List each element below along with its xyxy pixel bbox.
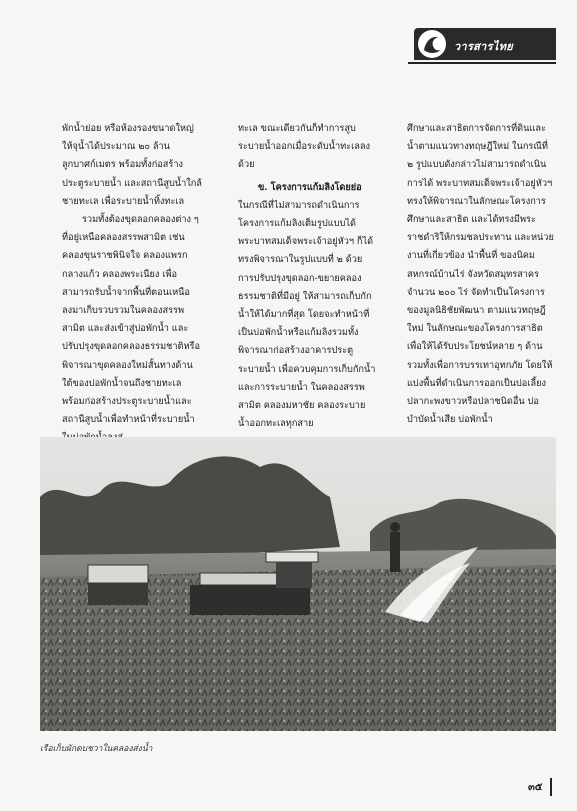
paragraph: ในกรณีที่ไม่สามารถดำเนินการโครงการแก้มลิงเต็มรูปแบบได้ พระบาทสมเด็จพระเจ้าอยู่หัวฯ ก็ได้ทรงพิจารณาในรูปแบบที่ ๒ ด้วยการปรับปรุงขุดลอก-ขยายคลองธรรมชาติที่มีอยู่ ให้สามารถเก็บกักน้ำให้ได้มากที่สุด โดยจะทำหน้าที่เป็นบ่อพักน้ำหรือแก้มลิงรวมทั้งพิจารณาก่อสร้างอาคารประตูระบายน้ำ เพื่อควบคุมการเก็บกักน้ำและการระบายน้ำ ในคลองสรรพสามิต คลองมหาชัย คลองระบายน้ำออกทะเลทุกสาย — [238, 199, 376, 430]
paragraph: ทะเล ขณะเดียวกันก็ทำการสูบระบายน้ำออกเมื่อระดับน้ำทะเลลงด้วย — [238, 123, 370, 171]
paragraph: รวมทั้งต้องขุดลอกคลองต่าง ๆ ที่อยู่เหนือคลองสรรพสามิต เช่น คลองขุนราชพินิจใจ คลองแพรกกลางแก้ว คลองพระเนียง เพื่อสามารถรับน้ำจากพื้นที่ตอนเหนือ ลงมาเก็บรวบรวมในคลองสรรพสามิต และส่งเข้าสู่บ่อพักน้ำ และปรับปรุงขุดลอกคลองธรรมชาติหรือพิจารณาขุดคลองใหม่สั้นทางด้านใต้ของบ่อพักน้ำจนถึงชายทะเล พร้อมก่อสร้างประตูระบายน้ำและสถานีสูบน้ำเพื่อทำหน้าที่ระบายน้ำ — [62, 214, 200, 426]
header-rule — [408, 62, 556, 64]
section-label: วารสารไทย — [454, 40, 513, 53]
text-column-2 — [238, 120, 376, 488]
paragraph: พักน้ำย่อย หรือห้องรองขนาดใหญ่ ให้จุน้ำได้ประมาณ ๒๐ ล้านลูกบาศก์เมตร พร้อมทั้งก่อสร้างประตูระบายน้ำ และสถานีสูบน้ำใกล้ชายทะเล เพื่อระบายน้ำทิ้งทะเล — [62, 123, 202, 207]
text-column-1 — [62, 120, 202, 448]
text-column-3 — [407, 120, 555, 429]
photo-caption: เรือเก็บผักตบชวาในคลองส่งน้ำ — [40, 744, 153, 754]
page-number-rule — [550, 778, 552, 796]
paragraph: ศึกษาและสาธิตการจัดการที่ดินและน้ำตามแนวทางทฤษฎีใหม่ ในกรณีที่ ๒ รูปแบบดังกล่าวไม่สามารถดำเนินการได้ พระบาทสมเด็จพระเจ้าอยู่หัวฯ ทรงให้พิจารณาในลักษณะโครงการศึกษาและสาธิต และได้ทรงมีพระราชดำริให้กรมชลประทาน และหน่วยงานที่เกี่ยวข้อง นำพื้นที่ ของนิคมสหกรณ์บ้านไร่ จังหวัดสมุทรสาคร จำนวน ๒๐๐ ไร่ จัดทำเป็นโครงการของมูลนิธิชัยพัฒนา ตามแนวทฤษฎีใหม่ ในลักษณะของโครงการสาธิต เพื่อให้ได้รับประโยชน์หลาย ๆ ด้าน รวมทั้งเพื่อการบรรเทาอุทกภัย โดยให้แบ่งพื้นที่ดำเนินการออกเป็นบ่อเลี้ยงปลากะพงขาวหรือปลาชนิดอื่น บ่อบำบัดน้ำเสีย บ่อพักน้ำ — [407, 123, 554, 426]
canal-photo — [40, 437, 556, 731]
page-number: ๓๕ — [528, 782, 543, 793]
section-heading-b: ข. โครงการแก้มลิงโดยย่อ — [258, 181, 362, 193]
sea-wave-emblem-icon — [418, 30, 446, 58]
